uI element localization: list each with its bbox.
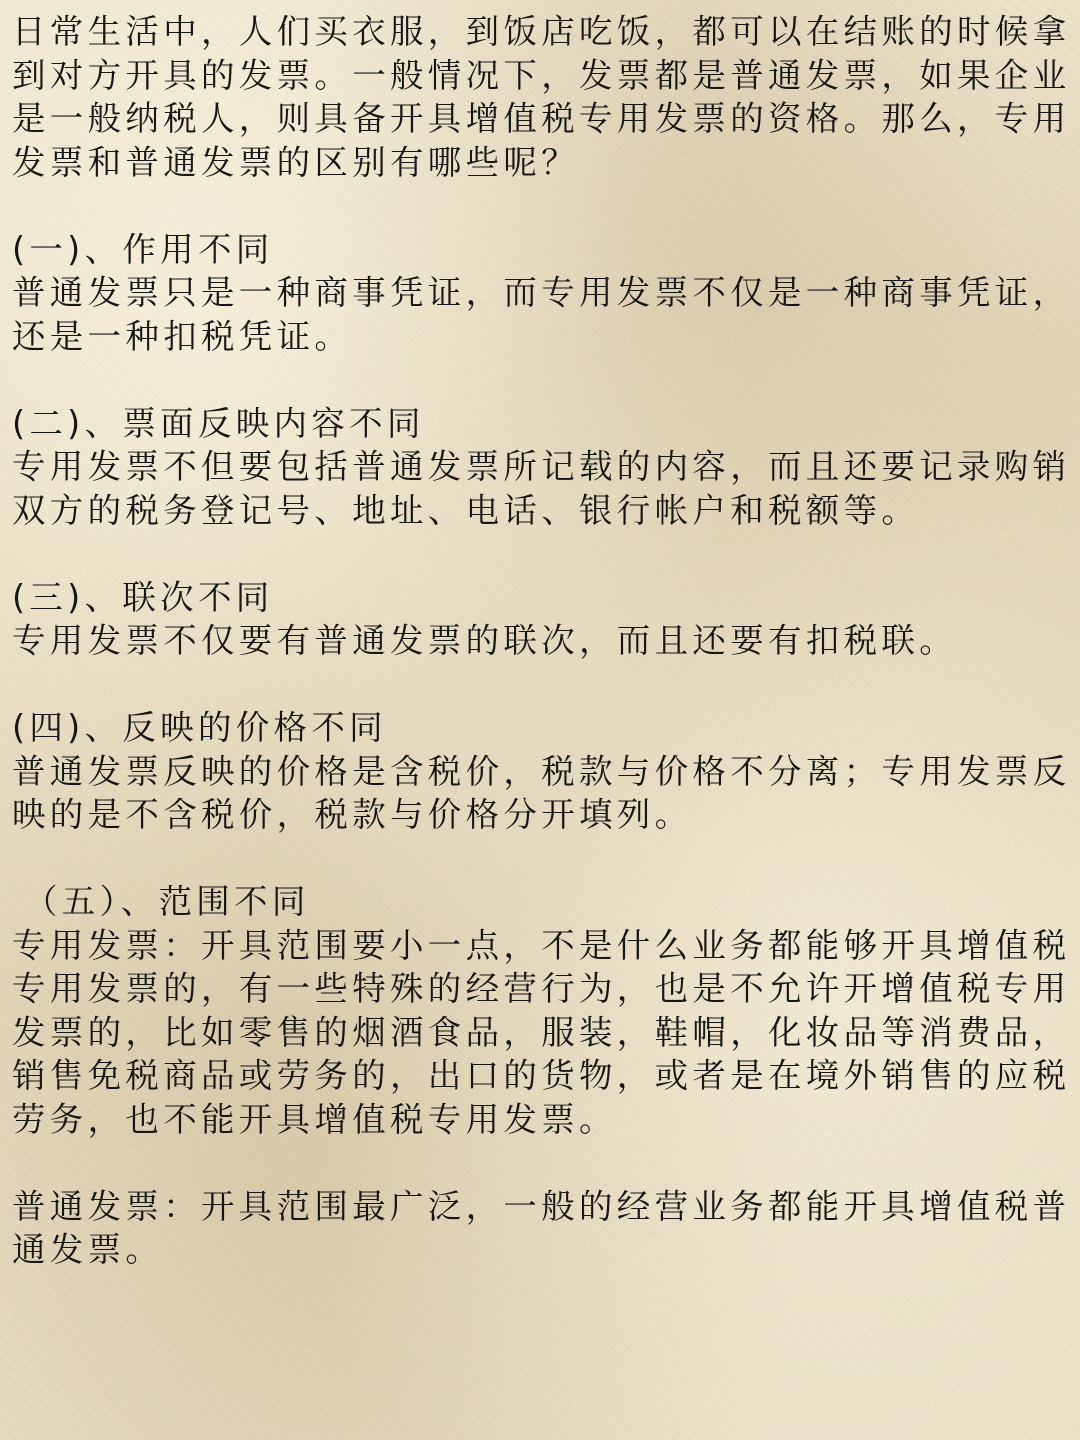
section-content xyxy=(12,402,1074,533)
section-heading: (一)、作用不同 xyxy=(12,229,274,269)
spacer xyxy=(12,358,1074,402)
section-price xyxy=(12,706,1074,837)
spacer xyxy=(12,532,1074,576)
closing-paragraph: 普通发票：开具范围最广泛，一般的经营业务都能开具增值税普通发票。 xyxy=(12,1186,1071,1269)
section-heading: （五）、范围不同 xyxy=(24,882,310,921)
section-scope xyxy=(12,880,1074,1141)
section-body: 普通发票反映的价格是含税价，税款与价格不分离；专用发票反映的是不含税价，税款与价格分开填列。 xyxy=(12,751,1071,834)
section-body: 专用发票不仅要有普通发票的联次，而且还要有扣税联。 xyxy=(12,621,957,660)
section-copies xyxy=(12,576,1074,663)
section-heading: (三)、联次不同 xyxy=(12,577,274,617)
article-body xyxy=(12,10,1074,1272)
spacer xyxy=(12,663,1074,707)
spacer xyxy=(12,837,1074,881)
spacer xyxy=(12,184,1074,228)
section-body: 专用发票不但要包括普通发票所记载的内容，而且还要记录购销双方的税务登记号、地址、电话、银行帐户和税额等。 xyxy=(12,447,1071,530)
intro-paragraph: 日常生活中，人们买衣服，到饭店吃饭，都可以在结账的时候拿到对方开具的发票。一般情况下，发票都是普通发票，如果企业是一般纳税人，则具备开具增值税专用发票的资格。那么，专用发票和普通发票的区别有哪些呢？ xyxy=(12,12,1071,182)
section-heading: (四)、反映的价格不同 xyxy=(12,708,387,747)
spacer xyxy=(12,1141,1074,1185)
section-body: 专用发票：开具范围要小一点，不是什么业务都能够开具增值税专用发票的，有一些特殊的经营行为，也是不允许开增值税专用发票的，比如零售的烟酒食品，服装，鞋帽，化妆品等消费品，销售免税商品或劳务的，出口的货物，或者是在境外销售的应税劳务，也不能开具增值税专用发票。 xyxy=(12,925,1071,1139)
section-function xyxy=(12,228,1074,359)
section-body: 普通发票只是一种商事凭证，而专用发票不仅是一种商事凭证，还是一种扣税凭证。 xyxy=(12,273,1071,356)
section-heading: (二)、票面反映内容不同 xyxy=(12,403,425,443)
